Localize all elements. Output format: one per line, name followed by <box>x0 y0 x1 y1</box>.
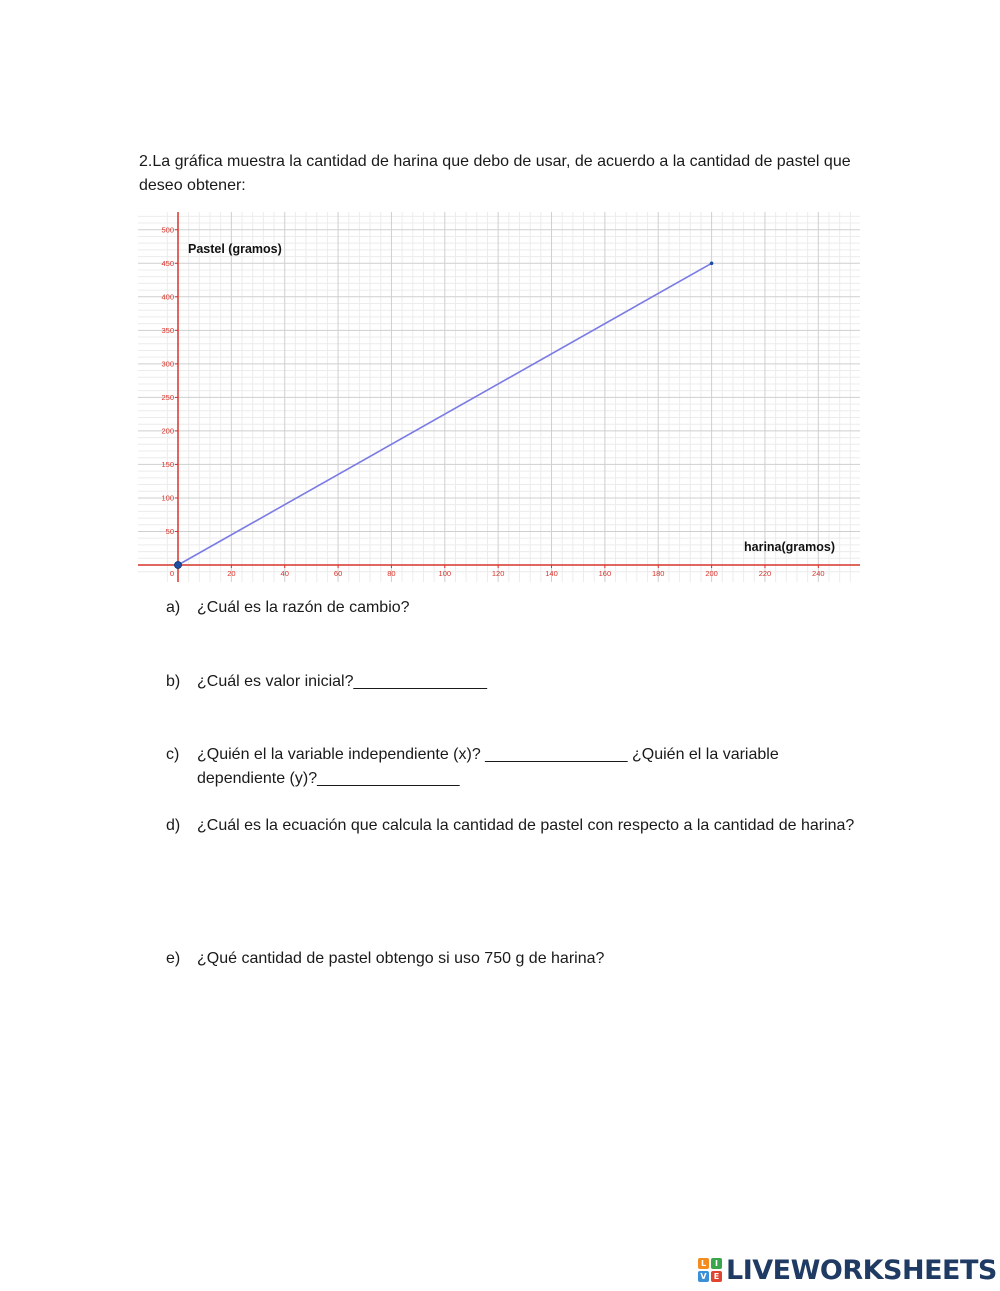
y-tick-label: 450 <box>161 258 174 268</box>
logo-icon <box>698 1258 722 1282</box>
exercise-intro: 2.La gráfica muestra la cantidad de harina que debo de usar, de acuerdo a la cantidad de pastel que deseo obtener: <box>139 153 851 194</box>
question-text: ¿Cuál es la ecuación que calcula la cantidad de pastel con respecto a la cantidad de harina? <box>197 817 855 834</box>
question-label: b) <box>166 673 181 690</box>
x-tick-label: 200 <box>705 569 718 578</box>
data-point <box>710 261 714 265</box>
question-label: c) <box>166 746 180 763</box>
x-tick-label: 60 <box>333 569 343 578</box>
y-axis-label: Pastel (gramos) <box>188 242 282 256</box>
x-axis-label: harina(gramos) <box>744 540 835 554</box>
x-tick-label: 40 <box>280 569 289 578</box>
y-tick-label: 400 <box>161 292 174 302</box>
x-tick-label: 180 <box>651 569 665 578</box>
x-tick-label: 20 <box>227 569 236 578</box>
x-tick-label: 80 <box>387 569 396 578</box>
x-tick-label: 140 <box>545 569 558 578</box>
x-tick-label: 120 <box>491 569 505 578</box>
x-tick-label: 100 <box>438 569 452 578</box>
y-tick-label: 250 <box>161 392 174 402</box>
logo-text: LIVEWORKSHEETS <box>726 1254 997 1286</box>
x-tick-label: 160 <box>598 569 612 578</box>
y-tick-label: 200 <box>161 426 174 436</box>
y-tick-label: 350 <box>161 325 174 335</box>
y-tick-label: 300 <box>161 359 174 369</box>
question-text: ¿Cuál es la razón de cambio? <box>197 599 410 616</box>
logo-letter: I <box>711 1258 722 1269</box>
logo-letter: V <box>698 1271 709 1282</box>
x-tick-label: 240 <box>812 569 825 578</box>
data-series <box>175 261 714 568</box>
data-point <box>175 562 182 569</box>
y-tick-label: 500 <box>161 225 174 235</box>
question-label: e) <box>166 950 181 967</box>
y-tick-label: 50 <box>165 526 174 536</box>
logo-letter: L <box>698 1258 709 1269</box>
question-text: ¿Quién el la variable independiente (x)? ________________ ¿Quién el la variable dependiente (y)?________________ <box>197 746 779 787</box>
y-tick-label: 100 <box>161 493 174 503</box>
liveworksheets-logo <box>698 1255 997 1285</box>
question-label: a) <box>166 599 181 616</box>
question-text: ¿Cuál es valor inicial?_______________ <box>197 673 487 690</box>
question-label: d) <box>166 817 181 834</box>
logo-letter: E <box>711 1271 722 1282</box>
flour-cake-chart <box>138 212 860 582</box>
x-tick-label: 0 <box>169 569 175 578</box>
x-tick-label: 220 <box>758 569 772 578</box>
question-text: ¿Qué cantidad de pastel obtengo si uso 750 g de harina? <box>197 950 605 967</box>
y-tick-label: 150 <box>161 459 174 469</box>
